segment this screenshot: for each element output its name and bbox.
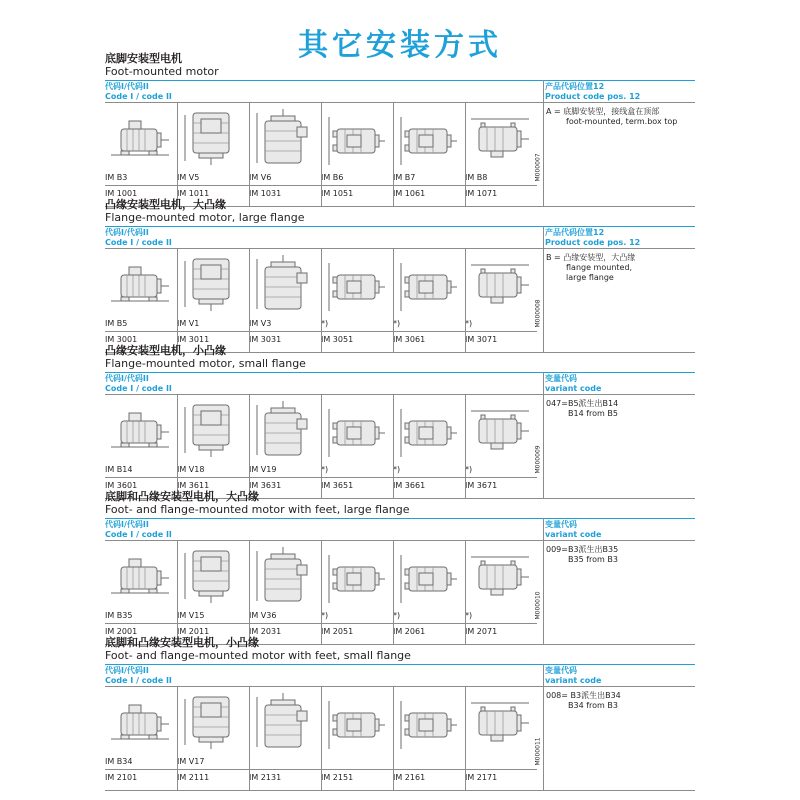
ceiling-foot-small-flange-motor-icon bbox=[467, 691, 533, 751]
section-title-cn: 底脚和凸缘安装型电机，小凸缘 bbox=[105, 636, 259, 649]
code-ii: IM 3001 bbox=[105, 335, 138, 344]
code-i: IM B34 bbox=[105, 757, 133, 766]
mounting-cell bbox=[249, 395, 321, 499]
code-i: IM B5 bbox=[105, 319, 128, 328]
mounting-cell bbox=[105, 395, 177, 499]
code-ii: IM 3661 bbox=[393, 481, 426, 490]
section-title-en: Foot-mounted motor bbox=[105, 65, 219, 78]
code-header: 代码I/代码II Code I / code II bbox=[105, 228, 172, 247]
product-code-header: 变量代码 variant code bbox=[545, 374, 602, 393]
mounting-cell bbox=[321, 541, 393, 645]
product-code-header: 变量代码 variant code bbox=[545, 520, 602, 539]
mounting-description: 047=B5派生出B14 B14 from B5 bbox=[546, 399, 619, 418]
section-body-row bbox=[105, 394, 695, 499]
mounting-cell bbox=[177, 395, 249, 499]
code-ii: IM 3611 bbox=[177, 481, 210, 490]
code-i: *) bbox=[321, 319, 329, 328]
code-i: *) bbox=[321, 611, 329, 620]
section-title-en: Flange-mounted motor, large flange bbox=[105, 211, 305, 224]
mounting-cell bbox=[465, 249, 537, 353]
code-ii: IM 1061 bbox=[393, 189, 426, 198]
code-i: IM B35 bbox=[105, 611, 133, 620]
mounting-cell bbox=[249, 103, 321, 207]
drawing-id: M000007 bbox=[534, 153, 542, 182]
section-header-row bbox=[105, 372, 695, 394]
wall-mounted-motor-icon bbox=[395, 107, 461, 167]
mounting-section bbox=[105, 636, 695, 791]
vertical-small-flange-up-motor-icon bbox=[251, 399, 317, 459]
code-ii: IM 2001 bbox=[105, 627, 138, 636]
vertical-foot-small-flange-up-motor-icon bbox=[251, 691, 317, 751]
mounting-section bbox=[105, 198, 695, 353]
code-ii: IM 2161 bbox=[393, 773, 426, 782]
mounting-cell bbox=[177, 687, 249, 791]
code-i: *) bbox=[321, 465, 329, 474]
mounting-cell bbox=[393, 687, 465, 791]
mounting-cell bbox=[465, 687, 537, 791]
code-i: IM V18 bbox=[177, 465, 205, 474]
horizontal-foot-small-flange-motor-icon bbox=[107, 691, 173, 751]
mounting-description: 008= B3派生出B34 B34 from B3 bbox=[546, 691, 621, 710]
vertical-shaft-up-motor-icon bbox=[251, 107, 317, 167]
mounting-cell bbox=[249, 249, 321, 353]
mounting-cell bbox=[105, 103, 177, 207]
code-ii: IM 1071 bbox=[465, 189, 498, 198]
section-header-row bbox=[105, 518, 695, 540]
section-body-row bbox=[105, 686, 695, 791]
horizontal-foot-flange-motor-icon bbox=[107, 545, 173, 605]
code-i: IM B7 bbox=[393, 173, 416, 182]
product-code-header: 产品代码位置12 Product code pos. 12 bbox=[545, 228, 641, 247]
code-i: IM B14 bbox=[105, 465, 133, 474]
section-title-en: Flange-mounted motor, small flange bbox=[105, 357, 306, 370]
code-ii: IM 2101 bbox=[105, 773, 138, 782]
product-code-header: 变量代码 variant code bbox=[545, 666, 602, 685]
wall-flange-motor-icon bbox=[323, 253, 389, 313]
mounting-section bbox=[105, 490, 695, 645]
code-ii: IM 3031 bbox=[249, 335, 282, 344]
wall-foot-flange-motor-icon bbox=[395, 545, 461, 605]
code-i: IM V1 bbox=[177, 319, 200, 328]
section-header-row bbox=[105, 664, 695, 686]
code-i: IM B3 bbox=[105, 173, 128, 182]
drawing-id: M000009 bbox=[534, 445, 542, 474]
section-body-row bbox=[105, 102, 695, 207]
code-ii: IM 1001 bbox=[105, 189, 138, 198]
section-header-row bbox=[105, 226, 695, 248]
horizontal-small-flange-motor-icon bbox=[107, 399, 173, 459]
page-title: 其它安装方式 bbox=[298, 28, 502, 63]
mounting-section bbox=[105, 344, 695, 499]
vertical-flange-down-motor-icon bbox=[179, 253, 245, 313]
code-ii: IM 2051 bbox=[321, 627, 354, 636]
code-ii: IM 3011 bbox=[177, 335, 210, 344]
wall-small-flange-motor-icon bbox=[395, 399, 461, 459]
vertical-foot-small-flange-motor-icon bbox=[179, 691, 245, 751]
section-title-cn: 底脚和凸缘安装型电机，大凸缘 bbox=[105, 490, 259, 503]
code-ii: IM 3071 bbox=[465, 335, 498, 344]
drawing-id: M000010 bbox=[534, 591, 542, 620]
product-code-header: 产品代码位置12 Product code pos. 12 bbox=[545, 82, 641, 101]
ceiling-mounted-motor-icon bbox=[467, 107, 533, 167]
section-title-cn: 底脚安装型电机 bbox=[105, 52, 182, 65]
vertical-small-flange-down-motor-icon bbox=[179, 399, 245, 459]
mounting-cell bbox=[465, 103, 537, 207]
wall-foot-small-flange-motor-icon bbox=[395, 691, 461, 751]
mounting-cell bbox=[393, 541, 465, 645]
code-header: 代码I/代码II Code I / code II bbox=[105, 520, 172, 539]
mounting-cell bbox=[177, 249, 249, 353]
code-ii: IM 1051 bbox=[321, 189, 354, 198]
code-i: IM V5 bbox=[177, 173, 200, 182]
drawing-id: M000011 bbox=[534, 737, 542, 766]
code-ii: IM 2031 bbox=[249, 627, 282, 636]
code-ii: IM 3651 bbox=[321, 481, 354, 490]
mounting-cell bbox=[249, 687, 321, 791]
code-i: *) bbox=[393, 319, 401, 328]
drawing-id: M000008 bbox=[534, 299, 542, 328]
horizontal-flange-motor-icon bbox=[107, 253, 173, 313]
section-body-row bbox=[105, 540, 695, 645]
code-ii: IM 3671 bbox=[465, 481, 498, 490]
code-ii: IM 2111 bbox=[177, 773, 210, 782]
section-body-row bbox=[105, 248, 695, 353]
section-title-en: Foot- and flange-mounted motor with feet, large flange bbox=[105, 503, 410, 516]
code-header: 代码I/代码II Code I / code II bbox=[105, 666, 172, 685]
section-title-cn: 凸缘安装型电机，大凸缘 bbox=[105, 198, 226, 211]
horizontal-foot-motor-icon bbox=[107, 107, 173, 167]
mounting-cell bbox=[321, 103, 393, 207]
mounting-section bbox=[105, 52, 695, 207]
mounting-cell bbox=[321, 687, 393, 791]
code-i: IM V17 bbox=[177, 757, 205, 766]
wall-mounted-motor-icon bbox=[323, 107, 389, 167]
code-ii: IM 2151 bbox=[321, 773, 354, 782]
mounting-cell bbox=[105, 249, 177, 353]
code-i: *) bbox=[465, 611, 473, 620]
code-ii: IM 3631 bbox=[249, 481, 282, 490]
mounting-cell bbox=[393, 395, 465, 499]
ceiling-foot-flange-motor-icon bbox=[467, 545, 533, 605]
code-i: IM V3 bbox=[249, 319, 272, 328]
vertical-foot-flange-down-motor-icon bbox=[179, 545, 245, 605]
code-ii: IM 3061 bbox=[393, 335, 426, 344]
code-i: *) bbox=[465, 319, 473, 328]
section-title-en: Foot- and flange-mounted motor with feet, small flange bbox=[105, 649, 411, 662]
vertical-flange-up-motor-icon bbox=[251, 253, 317, 313]
code-i: IM V19 bbox=[249, 465, 277, 474]
code-header: 代码I/代码II Code I / code II bbox=[105, 374, 172, 393]
mounting-cell bbox=[465, 541, 537, 645]
code-i: IM B6 bbox=[321, 173, 344, 182]
code-ii: IM 2011 bbox=[177, 627, 210, 636]
mounting-cell bbox=[393, 103, 465, 207]
code-ii: IM 2071 bbox=[465, 627, 498, 636]
mounting-cell bbox=[105, 687, 177, 791]
wall-foot-flange-motor-icon bbox=[323, 545, 389, 605]
code-ii: IM 3051 bbox=[321, 335, 354, 344]
code-i: *) bbox=[465, 465, 473, 474]
mounting-cell bbox=[321, 395, 393, 499]
code-i: IM B8 bbox=[465, 173, 488, 182]
vertical-shaft-down-motor-icon bbox=[179, 107, 245, 167]
wall-foot-small-flange-motor-icon bbox=[323, 691, 389, 751]
code-i: IM V36 bbox=[249, 611, 277, 620]
mounting-description: A = 底脚安装型，接线盒在顶部 foot-mounted, term.box top bbox=[546, 107, 678, 126]
mounting-cell bbox=[393, 249, 465, 353]
code-ii: IM 1011 bbox=[177, 189, 210, 198]
code-ii: IM 1031 bbox=[249, 189, 282, 198]
code-ii: IM 2131 bbox=[249, 773, 282, 782]
mounting-cell bbox=[177, 103, 249, 207]
section-header-row bbox=[105, 80, 695, 102]
code-ii: IM 3601 bbox=[105, 481, 138, 490]
ceiling-flange-motor-icon bbox=[467, 253, 533, 313]
ceiling-small-flange-motor-icon bbox=[467, 399, 533, 459]
code-i: IM V15 bbox=[177, 611, 205, 620]
mounting-cell bbox=[249, 541, 321, 645]
code-header: 代码I/代码II Code I / code II bbox=[105, 82, 172, 101]
vertical-foot-flange-up-motor-icon bbox=[251, 545, 317, 605]
mounting-cell bbox=[321, 249, 393, 353]
mounting-description: B = 凸缘安装型，大凸缘 flange mounted, large flange bbox=[546, 253, 636, 282]
code-ii: IM 2171 bbox=[465, 773, 498, 782]
code-i: *) bbox=[393, 465, 401, 474]
code-ii: IM 2061 bbox=[393, 627, 426, 636]
section-title-cn: 凸缘安装型电机，小凸缘 bbox=[105, 344, 226, 357]
mounting-cell bbox=[105, 541, 177, 645]
wall-small-flange-motor-icon bbox=[323, 399, 389, 459]
code-i: *) bbox=[393, 611, 401, 620]
mounting-cell bbox=[465, 395, 537, 499]
mounting-description: 009=B3派生出B35 B35 from B3 bbox=[546, 545, 619, 564]
code-i: IM V6 bbox=[249, 173, 272, 182]
mounting-cell bbox=[177, 541, 249, 645]
wall-flange-motor-icon bbox=[395, 253, 461, 313]
